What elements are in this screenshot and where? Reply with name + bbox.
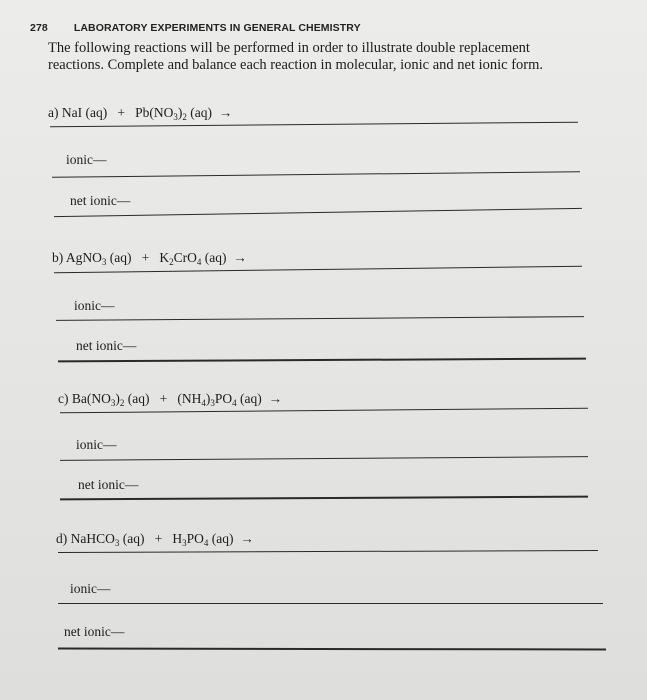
ionic-answer-line[interactable] (52, 171, 580, 178)
reaction-c-equation (58, 391, 282, 407)
reactant-2: $H_3PO_4$ (aq) (172, 531, 234, 548)
reaction-arrow: → (240, 531, 254, 546)
molecular-answer-line[interactable] (54, 266, 582, 273)
net-ionic-label: net ionic— (76, 338, 137, 353)
reactant-1: NaHCO$_3$ (aq) (70, 531, 145, 548)
ionic-label: ionic— (70, 581, 111, 596)
ionic-answer-line[interactable] (60, 456, 588, 461)
reactant-2: $K_2CrO_4$ (aq) (159, 250, 227, 267)
reaction-arrow: → (268, 391, 282, 406)
molecular-answer-line[interactable] (50, 122, 578, 128)
reaction-letter: d) (56, 531, 68, 546)
ionic-label: ionic— (66, 152, 107, 167)
reaction-d-equation (56, 531, 254, 547)
net-ionic-label: net ionic— (64, 624, 125, 639)
net-ionic-answer-line[interactable] (58, 648, 606, 651)
net-ionic-label: net ionic— (78, 477, 139, 492)
reaction-letter: a) (48, 105, 59, 120)
net-ionic-answer-line[interactable] (54, 208, 582, 217)
reaction-letter: c) (58, 391, 69, 406)
molecular-answer-line[interactable] (60, 408, 588, 414)
ionic-label: ionic— (76, 437, 117, 452)
net-ionic-answer-line[interactable] (58, 358, 586, 363)
reaction-a-equation (48, 105, 232, 121)
plus-sign: + (117, 105, 125, 120)
molecular-answer-line[interactable] (58, 550, 598, 553)
net-ionic-label: net ionic— (70, 193, 131, 208)
plus-sign: + (159, 391, 168, 406)
reactant-2: $Pb(NO_3)_2$ (aq) (135, 105, 212, 122)
reaction-letter: b) (52, 250, 64, 265)
reactant-2: $(NH_4)_3PO_4$ (aq) (177, 391, 262, 408)
ionic-answer-line[interactable] (58, 603, 603, 604)
reactant-1: AgNO$_3$ (aq) (65, 250, 132, 267)
running-title: LABORATORY EXPERIMENTS IN GENERAL CHEMISTRY (73, 22, 361, 34)
reaction-b-equation (52, 250, 247, 266)
page-header (30, 22, 361, 34)
ionic-label: ionic— (74, 298, 115, 313)
net-ionic-answer-line[interactable] (60, 496, 588, 501)
page-number: 278 (30, 22, 48, 34)
reaction-arrow: → (233, 250, 247, 265)
ionic-answer-line[interactable] (56, 316, 584, 321)
reactant-1: NaI (aq) (61, 105, 108, 120)
reaction-arrow: → (218, 105, 233, 120)
plus-sign: + (141, 250, 150, 265)
reactant-1: $Ba(NO_3)_2$ (aq) (71, 391, 150, 408)
instructions-paragraph: The following reactions will be performed in order to illustrate double replacement reactions. Complete and balance each reaction in molecular, ionic and net ionic form. (48, 40, 544, 73)
plus-sign: + (154, 531, 163, 546)
